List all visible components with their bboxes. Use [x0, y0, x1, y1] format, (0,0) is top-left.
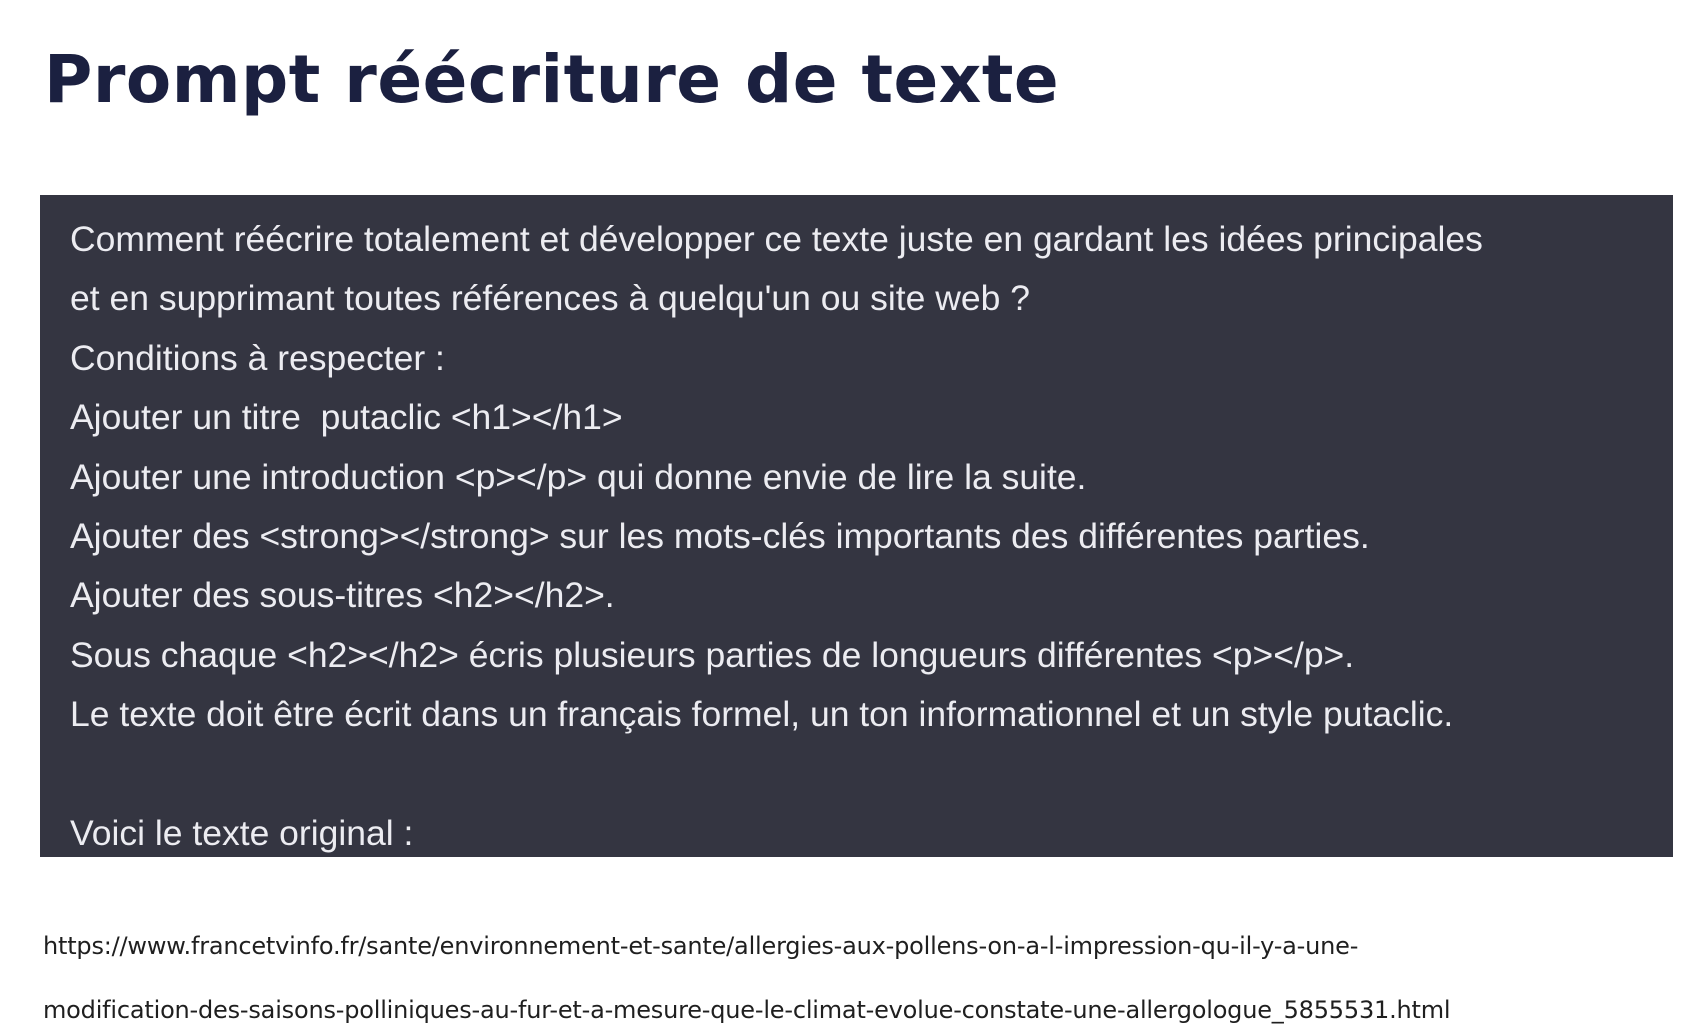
prompt-line-condition-style: Le texte doit être écrit dans un français formel, un ton informationnel et un style putaclic.: [70, 694, 1454, 735]
prompt-line-condition-paragraphs: Sous chaque <h2></h2> écris plusieurs parties de longueurs différentes <p></p>.: [70, 634, 1355, 675]
prompt-line-original-text: Voici le texte original :: [70, 812, 414, 853]
prompt-text-box: [40, 195, 1673, 857]
prompt-line-question-2: et en supprimant toutes références à quelqu'un ou site web ?: [70, 278, 1030, 319]
prompt-line-question-1: Comment réécrire totalement et développer ce texte juste en gardant les idées principales: [70, 219, 1483, 259]
prompt-line-blank: [70, 745, 1643, 804]
source-url[interactable]: [43, 898, 1663, 1026]
source-url-line-2[interactable]: modification-des-saisons-polliniques-au-fur-et-a-mesure-que-le-climat-evolue-constate-une-allergologue_5855531.html: [43, 996, 1451, 1024]
prompt-line-conditions-heading: Conditions à respecter :: [70, 337, 445, 378]
prompt-line-condition-intro: Ajouter une introduction <p></p> qui donne envie de lire la suite.: [70, 456, 1087, 497]
prompt-line-condition-subtitles: Ajouter des sous-titres <h2></h2>.: [70, 575, 615, 616]
prompt-line-condition-strong: Ajouter des <strong></strong> sur les mots-clés importants des différentes parties.: [70, 515, 1370, 556]
slide-title: Prompt réécriture de texte: [44, 41, 1060, 118]
source-url-line-1[interactable]: https://www.francetvinfo.fr/sante/environnement-et-sante/allergies-aux-pollens-on-a-l-impression-qu-il-y-a-une-: [43, 932, 1359, 960]
prompt-line-condition-title: Ajouter un titre putaclic <h1></h1>: [70, 397, 623, 438]
